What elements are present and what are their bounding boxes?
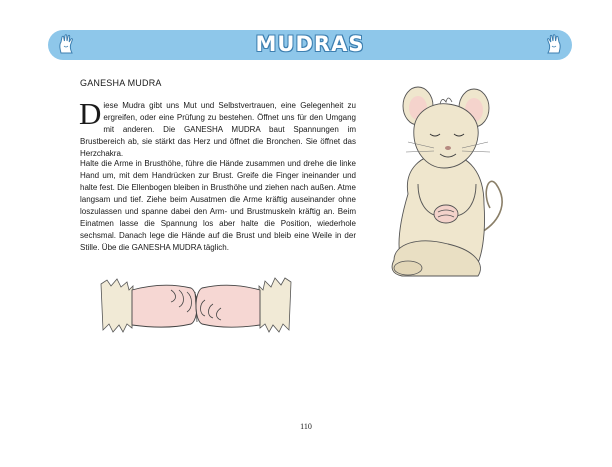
section-heading: GANESHA MUDRA (80, 78, 162, 88)
instructions-paragraph: Halte die Arme in Brusthöhe, führe die Hände zusammen und drehe die linke Hand um, mit dem Handrücken zur Brust. Greife die Finger ineinander und halte fest. Die Ellenbogen bleiben in Brusthöhe und ziehen nach außen. Atme langsam und tief. Ziehe beim Ausatmen die Arme kräftig auseinander ohne loszulassen und spanne dabei den Arm- und Brustmuskeln kräftig an. Beim Einatmen lasse die Spannung los aber halte die Position, wiederhole sechsmal. Danach lege die Hände auf die Brust und bleib eine Weile in der Stille. Übe die GANESHA MUDRA täglich. (80, 159, 356, 252)
page-title: MUDRAS (255, 32, 365, 56)
interlocked-fists-illustration (99, 270, 293, 340)
page-number: 110 (300, 422, 312, 431)
intro-paragraph (79, 96, 356, 160)
header-banner (48, 30, 572, 60)
hand-icon (541, 33, 565, 57)
meditating-mouse-illustration (378, 84, 510, 280)
intro-text: iese Mudra gibt uns Mut und Selbstvertrauen, eine Gelegenheit zu ergreifen, oder eine Prüfung zu bestehen. Öffnet uns für den Umgang mit anderen. Die GANESHA MUDRA baut Spannungen im Brustbereich ab, sie stärkt das Herz und öffnet die Bronchen. Sie öffnet das Herzchakra. (80, 101, 356, 158)
drop-cap: D (79, 96, 102, 131)
